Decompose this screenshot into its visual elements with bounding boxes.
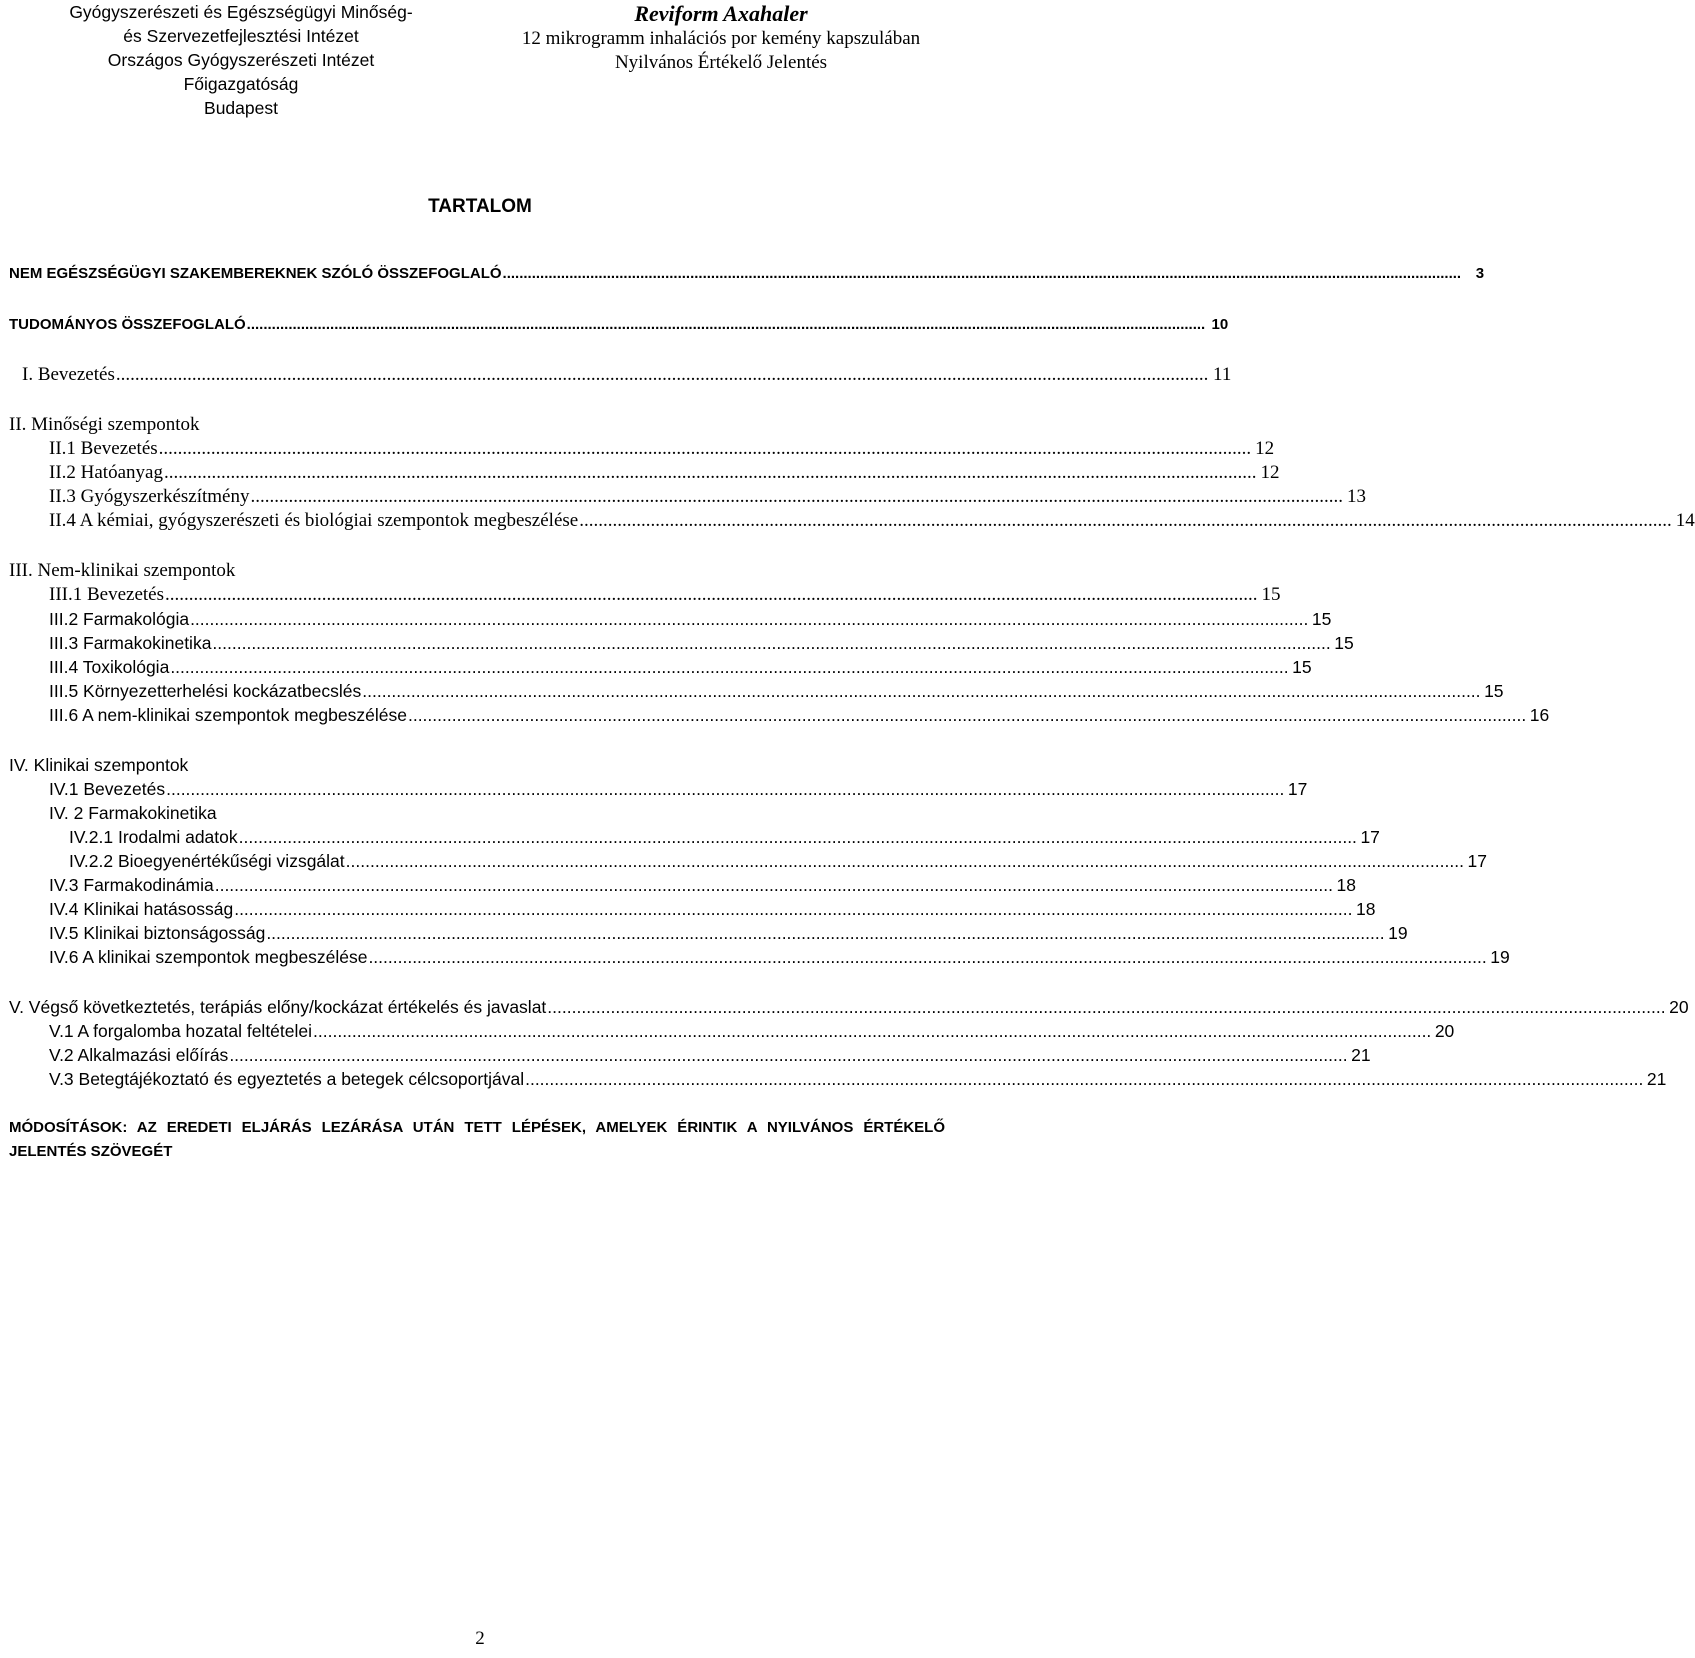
toc-entry[interactable] [49, 509, 1695, 533]
toc-leader: ...................................................................................................................................................................................................................................... [250, 486, 1343, 507]
toc-title: TARTALOM [428, 196, 532, 217]
toc-entry[interactable] [9, 995, 1689, 1019]
toc-leader: ...................................................................................................................................................................................................................................... [166, 779, 1285, 799]
toc-leader: ...................................................................................................................................................................................................................................... [170, 657, 1289, 677]
toc-entry-label: NEM EGÉSZSÉGÜGYI SZAKEMBEREKNEK SZÓLÓ ÖSSZEFOGLALÓ [9, 265, 502, 282]
product-name: Reviform Axahaler [634, 1, 808, 26]
toc-entry-page: 20 [1669, 997, 1689, 1017]
toc-entry[interactable] [49, 583, 1281, 607]
toc-leader: ...................................................................................................................................................................................................................................... [525, 1069, 1644, 1089]
toc-entry[interactable] [49, 703, 1550, 727]
toc-entry-label: IV.1 Bevezetés [49, 779, 166, 799]
toc-entry[interactable] [49, 679, 1504, 703]
toc-entry-label: TUDOMÁNYOS ÖSSZEFOGLALÓ [9, 316, 246, 333]
toc-entry[interactable] [49, 897, 1376, 921]
header-product [486, 0, 956, 75]
toc-entry-page: 15 [1334, 633, 1354, 653]
toc-entry-label: V.3 Betegtájékoztató és egyeztetés a betegek célcsoportjával [49, 1069, 525, 1089]
toc-entry-page: 17 [1287, 779, 1308, 799]
toc-entry-page: 3 [1475, 265, 1485, 282]
toc-entry-label: II.1 Bevezetés [49, 438, 158, 459]
toc-leader: ...................................................................................................................................................................................................................................... [368, 947, 1487, 967]
toc-entry[interactable] [69, 825, 1380, 849]
toc-entry-label: V.2 Alkalmazási előírás [49, 1045, 229, 1065]
toc-entry-label: I. Bevezetés [22, 364, 115, 385]
toc-entry[interactable] [49, 437, 1275, 461]
toc-entry[interactable] [49, 777, 1308, 801]
toc-entry[interactable] [49, 1019, 1455, 1043]
report-type: Nyilvános Értékelő Jelentés [614, 52, 828, 73]
toc-entry-page: 18 [1336, 875, 1356, 895]
toc-entry-label: IV.5 Klinikai biztonságosság [49, 923, 266, 943]
toc-leader: ...................................................................................................................................................................................................................................... [163, 462, 1257, 483]
toc-entry-page: 21 [1351, 1045, 1371, 1065]
toc-leader: ...................................................................................................................................................................................................................................... [212, 633, 1331, 653]
header-line: Főigazgatóság [183, 74, 299, 94]
toc-leader: ...................................................................................................................................................................................................................................... [502, 265, 1462, 282]
toc-section-heading[interactable]: III. Nem-klinikai szempontok [9, 560, 236, 581]
toc-entry-label: III.6 A nem-klinikai szempontok megbeszélése [49, 705, 407, 725]
toc-entry-page: 19 [1490, 947, 1510, 967]
header-line: Országos Gyógyszerészeti Intézet [107, 50, 375, 70]
toc-entry-page: 12 [1255, 438, 1275, 459]
toc-entry[interactable] [49, 655, 1312, 679]
toc-entry-label: IV.2.2 Bioegyenértékűségi vizsgálat [69, 851, 345, 871]
toc-entry-page: 10 [1211, 316, 1229, 333]
toc-entry-label: III.2 Farmakológia [49, 609, 190, 629]
toc-entry-label: IV.3 Farmakodinámia [49, 875, 214, 895]
toc-entry-page: 12 [1260, 462, 1280, 483]
toc-leader: ...................................................................................................................................................................................................................................... [115, 364, 1209, 385]
toc-entry[interactable] [49, 1067, 1667, 1091]
toc-entry-page: 11 [1213, 364, 1232, 385]
toc-leader: ...................................................................................................................................................................................................................................... [238, 827, 1357, 847]
toc-leader: ...................................................................................................................................................................................................................................... [362, 681, 1481, 701]
toc-entry-label: IV.4 Klinikai hatásosság [49, 899, 234, 919]
toc-entry[interactable] [49, 607, 1332, 631]
toc-entry-label: V. Végső következtetés, terápiás előny/kockázat értékelés és javaslat [9, 997, 547, 1017]
toc-entry-page: 15 [1292, 657, 1312, 677]
toc-entry[interactable] [49, 921, 1408, 945]
toc-entry[interactable] [69, 849, 1487, 873]
toc-entry[interactable] [9, 313, 1229, 337]
toc-leader: ...................................................................................................................................................................................................................................... [266, 923, 1385, 943]
toc-entry-page: 20 [1434, 1021, 1455, 1041]
toc-entry-label: IV.2.1 Irodalmi adatok [69, 827, 238, 847]
toc-entry-page: 15 [1311, 609, 1332, 629]
toc-section-heading[interactable]: IV. Klinikai szempontok [9, 755, 189, 775]
toc-subsection-heading[interactable]: IV. 2 Farmakokinetika [49, 803, 217, 823]
modifications-heading[interactable]: MÓDOSÍTÁSOK: AZ EREDETI ELJÁRÁS LEZÁRÁSA UTÁN TETT LÉPÉSEK, AMELYEK ÉRINTIK A NYILVÁNOS ÉRTÉKELŐ JELENTÉS SZÖVEGÉT [9, 1119, 945, 1160]
toc-entry-page: 19 [1388, 923, 1408, 943]
toc-entry[interactable] [49, 485, 1366, 509]
toc-leader: ...................................................................................................................................................................................................................................... [165, 584, 1258, 605]
header-line: és Szervezetfejlesztési Intézet [123, 26, 359, 46]
toc-entry[interactable] [49, 873, 1356, 897]
toc-leader: ...................................................................................................................................................................................................................................... [229, 1045, 1348, 1065]
toc-entry-page: 16 [1529, 705, 1550, 725]
toc-leader: ...................................................................................................................................................................................................................................... [234, 899, 1353, 919]
toc-leader: ...................................................................................................................................................................................................................................... [345, 851, 1464, 871]
toc-leader: ...................................................................................................................................................................................................................................... [407, 705, 1527, 725]
toc-entry-page: 21 [1646, 1069, 1667, 1089]
toc-entry-page: 17 [1467, 851, 1487, 871]
toc-entry-label: III.3 Farmakokinetika [49, 633, 212, 653]
toc-leader: ...................................................................................................................................................................................................................................... [214, 875, 1333, 895]
toc-entry[interactable] [49, 461, 1280, 485]
toc-entry-label: III.5 Környezetterhelési kockázatbecslés [49, 681, 362, 701]
toc-entry-label: II.4 A kémiai, gyógyszerészeti és biológiai szempontok megbeszélése [49, 510, 579, 531]
toc-section-heading[interactable]: II. Minőségi szempontok [9, 414, 200, 435]
toc-entry[interactable] [49, 631, 1354, 655]
toc-entry[interactable] [49, 1043, 1371, 1067]
toc-entry-label: II.3 Gyógyszerkészítmény [49, 486, 250, 507]
toc-entry-label: V.1 A forgalomba hozatal feltételei [49, 1021, 313, 1041]
toc-entry-page: 15 [1261, 584, 1281, 605]
toc-entry-page: 17 [1360, 827, 1380, 847]
toc-leader: ...................................................................................................................................................................................................................................... [158, 438, 1252, 459]
header-line: Budapest [204, 98, 278, 118]
header-institution [6, 0, 476, 120]
toc-entry[interactable] [49, 945, 1510, 969]
toc-leader: ...................................................................................................................................................................................................................................... [547, 997, 1666, 1017]
product-form: 12 mikrogramm inhalációs por kemény kapszulában [521, 28, 921, 49]
page-number: 2 [475, 1628, 485, 1649]
toc-entry-page: 15 [1484, 681, 1504, 701]
toc-entry[interactable] [9, 262, 1485, 286]
toc-entry-label: III.1 Bevezetés [49, 584, 164, 605]
toc-entry-page: 18 [1356, 899, 1376, 919]
toc-entry[interactable] [22, 363, 1232, 387]
header-line: Gyógyszerészeti és Egészségügyi Minőség- [69, 2, 413, 22]
toc-leader: ...................................................................................................................................................................................................................................... [246, 316, 1206, 333]
toc-entry-label: II.2 Hatóanyag [49, 462, 163, 483]
toc-entry-label: IV.6 A klinikai szempontok megbeszélése [49, 947, 368, 967]
toc-entry-page: 13 [1347, 486, 1366, 507]
toc-entry-page: 14 [1675, 510, 1695, 531]
toc-leader: ...................................................................................................................................................................................................................................... [313, 1021, 1432, 1041]
toc-leader: ...................................................................................................................................................................................................................................... [579, 510, 1672, 531]
toc-leader: ...................................................................................................................................................................................................................................... [190, 609, 1309, 629]
toc-entry-label: III.4 Toxikológia [49, 657, 170, 677]
